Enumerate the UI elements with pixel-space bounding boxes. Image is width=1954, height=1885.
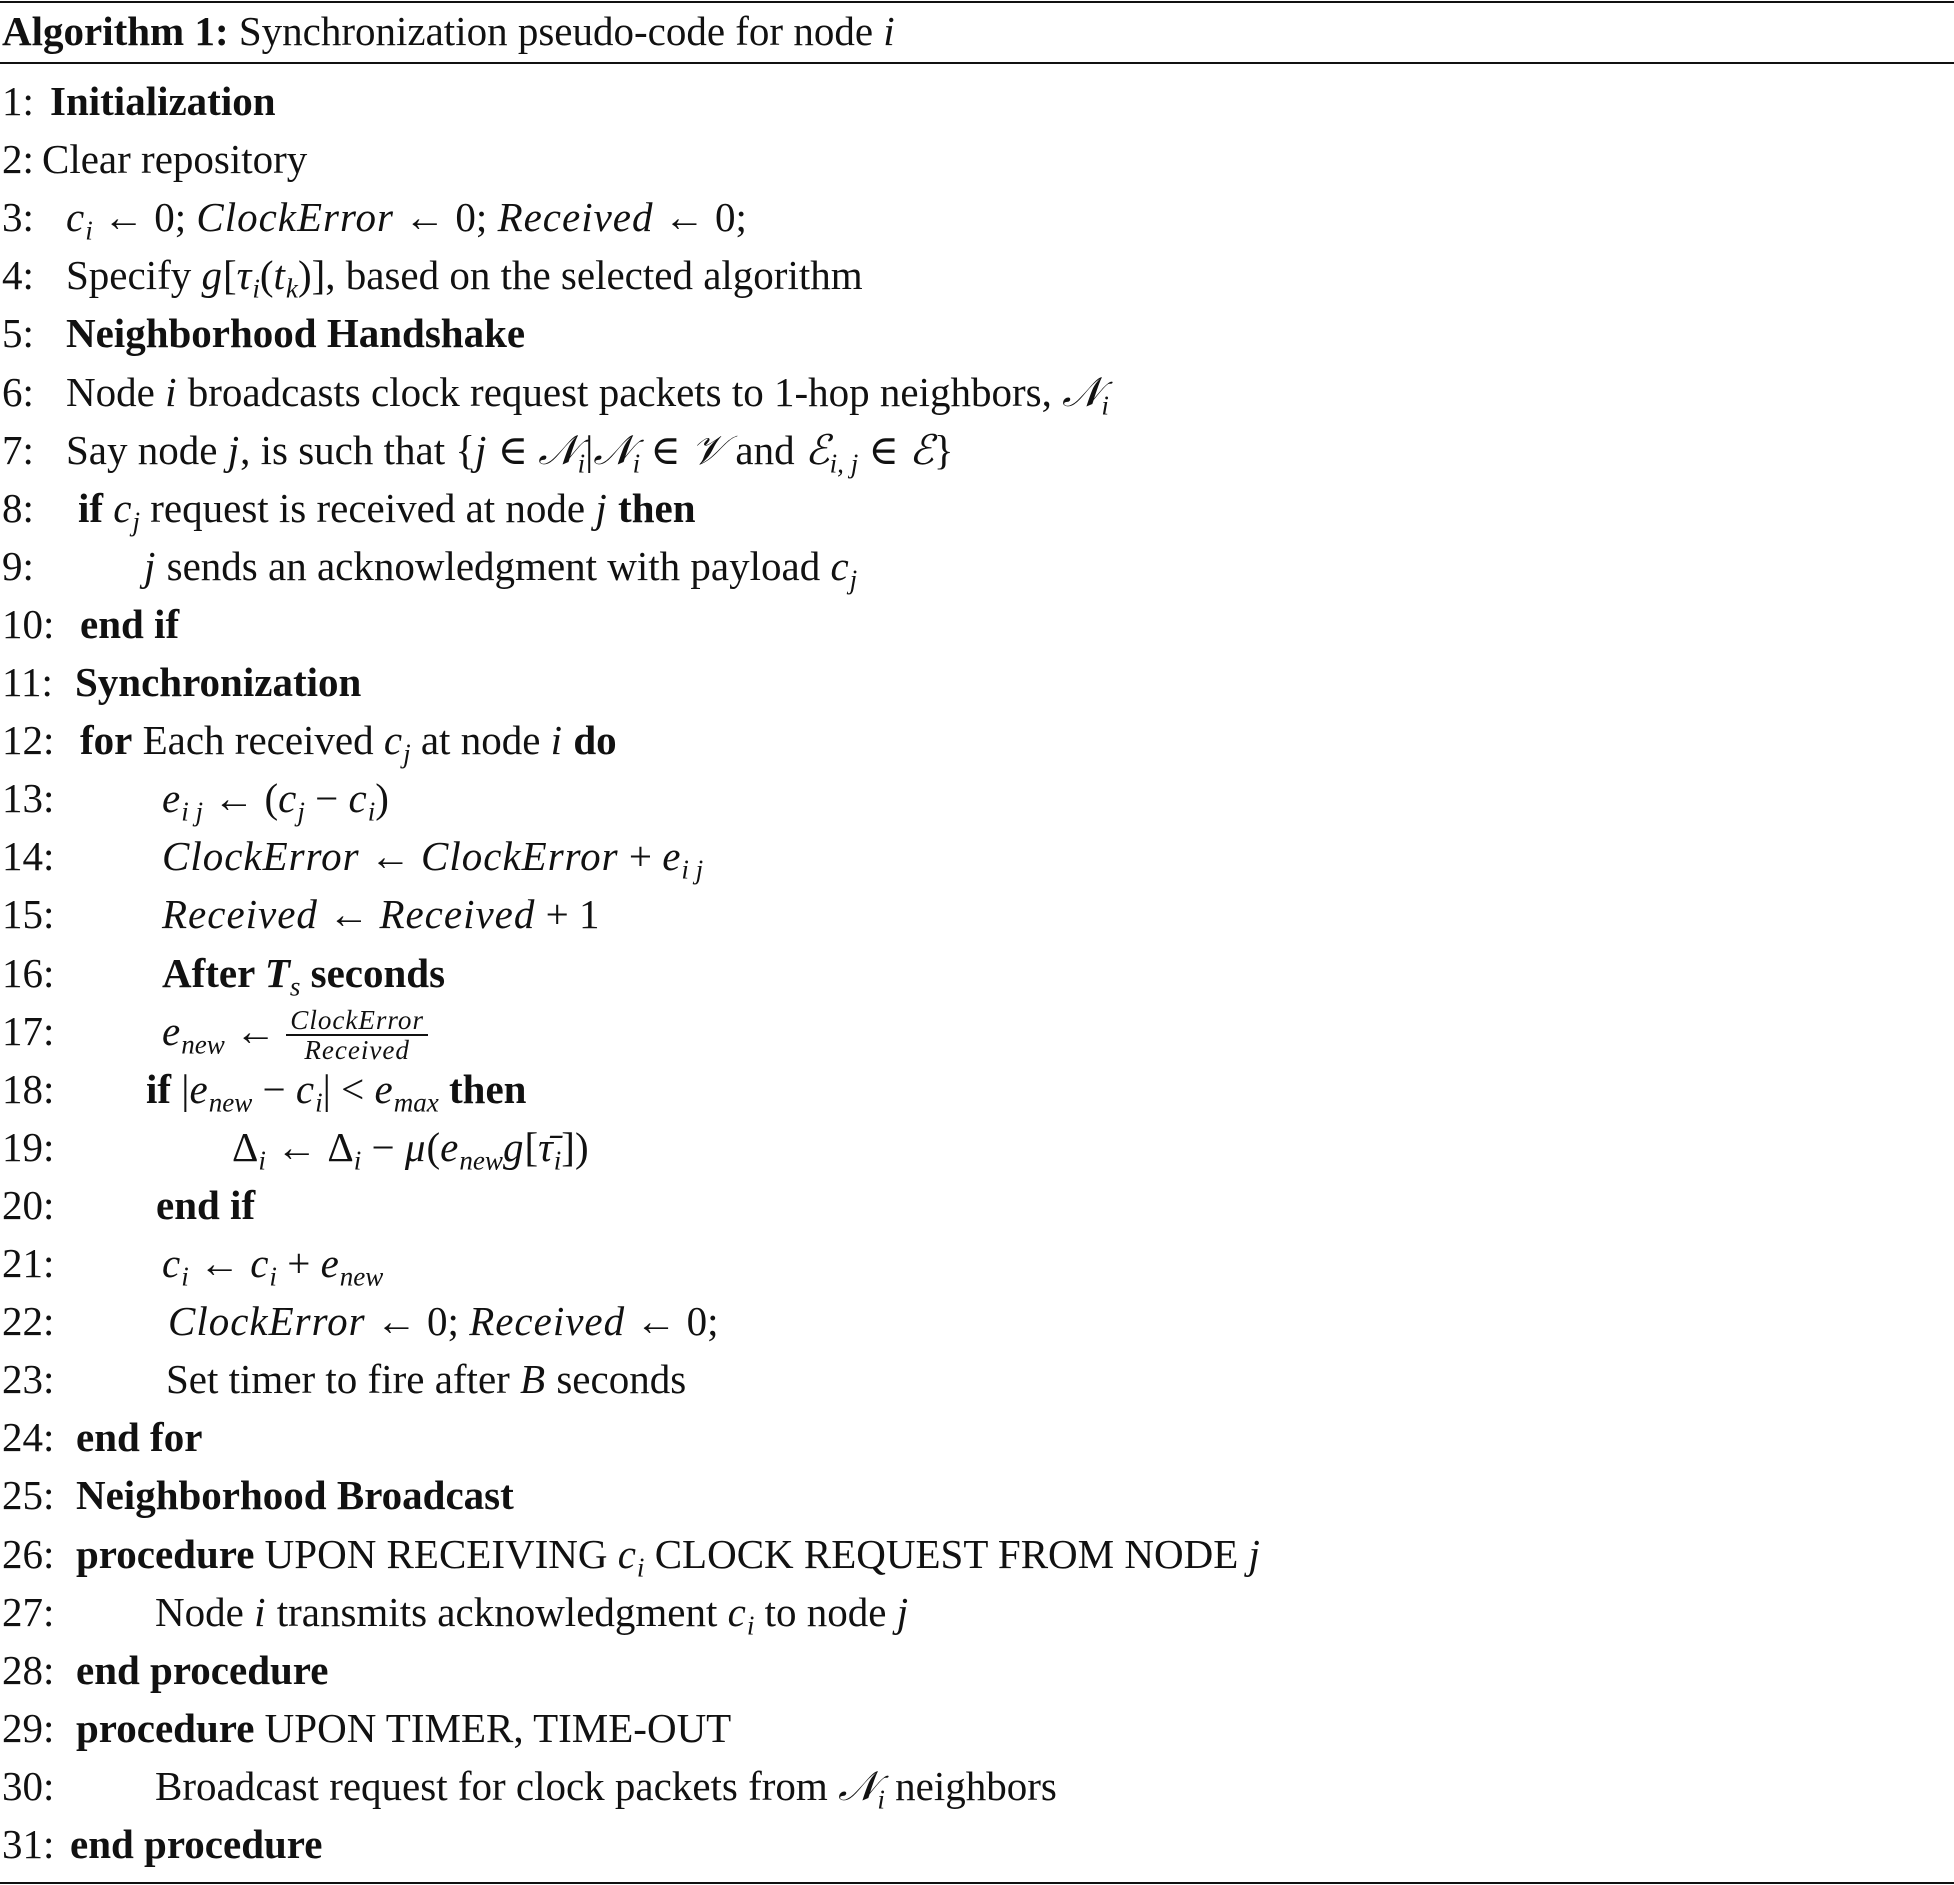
subscript: k: [285, 273, 298, 304]
text-run: Node: [155, 1588, 255, 1635]
text-run: }: [933, 426, 954, 473]
algorithm-line: [0, 653, 1954, 711]
algorithm-line: [0, 769, 1954, 827]
set-symbol: 𝒩: [538, 425, 578, 474]
subscript: new: [459, 1145, 503, 1176]
text-run: ← Δ: [265, 1123, 354, 1170]
text-run: Node: [66, 368, 166, 415]
text-run: [: [223, 252, 237, 299]
math-variable: c: [295, 1065, 316, 1112]
text-run: + 1: [535, 891, 600, 938]
keyword: procedure: [76, 1530, 255, 1577]
algorithm-line: [0, 1292, 1954, 1350]
algorithm-line: [0, 1060, 1954, 1118]
math-variable: c: [348, 775, 368, 822]
line-number: 10:: [2, 600, 55, 647]
line-number: 31:: [2, 1821, 55, 1867]
algorithm-line: [0, 885, 1954, 943]
math-variable: c: [727, 1588, 747, 1635]
line-content: [155, 1583, 909, 1641]
line-content: [162, 1234, 383, 1292]
math-variable: j: [595, 484, 608, 531]
subscript: i: [85, 215, 93, 246]
algorithm-line: [0, 421, 1954, 479]
math-variable: g: [502, 1123, 525, 1170]
text-run: Specify: [66, 252, 202, 299]
math-variable: i: [550, 717, 564, 764]
line-number: 12:: [2, 717, 55, 764]
subscript: i, j: [829, 448, 859, 479]
text-run: CLOCK REQUEST FROM NODE: [644, 1530, 1249, 1577]
line-content: [155, 1757, 1057, 1815]
line-content: [80, 711, 617, 769]
text-run: (: [259, 252, 274, 299]
line-number: 18:: [2, 1065, 55, 1112]
line-number: 1:: [2, 78, 34, 124]
text-run: sends an acknowledgment with payload: [156, 542, 831, 589]
algorithm-line: [0, 1815, 1954, 1873]
algorithm-line: [0, 1350, 1954, 1408]
line-number: 2:: [2, 136, 34, 183]
algorithm-line: [0, 1641, 1954, 1699]
text-run: UPON RECEIVING: [254, 1530, 618, 1577]
subscript: new: [339, 1261, 384, 1292]
text-run: [: [524, 1123, 539, 1170]
subscript: i: [577, 448, 586, 479]
subscript: i: [353, 1145, 362, 1176]
subscript: i: [1101, 390, 1109, 421]
text-run: Say node: [66, 426, 228, 473]
algorithm-line: [0, 246, 1954, 304]
math-variable: j: [227, 426, 241, 473]
line-content: [66, 304, 525, 362]
text-run: broadcasts clock request packets to 1-hop neighbors,: [177, 368, 1063, 415]
math-variable: τ: [236, 252, 253, 299]
math-variable: τ̄: [538, 1123, 554, 1170]
subscript: i: [367, 796, 376, 827]
keyword: if: [146, 1065, 182, 1112]
math-variable: t: [273, 252, 286, 299]
line-number: 29:: [2, 1704, 55, 1751]
line-content: [80, 595, 179, 653]
algorithm-line: [0, 595, 1954, 653]
subscript: new: [208, 1087, 253, 1118]
math-variable: j: [144, 542, 157, 589]
math-variable: Received: [162, 891, 318, 938]
text-run: +: [618, 833, 663, 880]
algorithm-line: [0, 1525, 1954, 1583]
text-run: ←: [359, 833, 422, 880]
text-run: (: [426, 1123, 441, 1170]
set-symbol: 𝒱: [690, 425, 726, 474]
math-variable: e: [320, 1240, 340, 1286]
text-run: ←: [317, 891, 380, 938]
keyword: Neighborhood Broadcast: [76, 1472, 514, 1519]
text-run: UPON TIMER, TIME-OUT: [254, 1704, 732, 1751]
text-run: −: [304, 775, 349, 822]
text-run: ← 0;: [625, 1298, 719, 1345]
line-number: 6:: [2, 368, 34, 415]
math-variable: ClockError: [162, 833, 360, 880]
fraction-numerator: ClockError: [286, 1006, 428, 1036]
algorithm-line: [0, 130, 1954, 188]
keyword: end procedure: [70, 1821, 323, 1867]
line-content: [50, 72, 276, 130]
algorithm-line: [0, 188, 1954, 246]
subscript: j: [849, 564, 858, 595]
text-run: seconds: [546, 1356, 687, 1403]
line-content: [66, 246, 863, 304]
text-run: at node: [410, 717, 551, 764]
line-content: [162, 944, 445, 1002]
keyword: end procedure: [76, 1646, 329, 1693]
subscript: i: [553, 1145, 562, 1176]
line-number: 4:: [2, 252, 34, 299]
line-content: [66, 188, 747, 246]
math-variable: c: [830, 542, 850, 589]
keyword-variable: T: [264, 949, 290, 996]
text-run: neighbors: [884, 1762, 1057, 1809]
keyword: Synchronization: [75, 659, 362, 705]
line-content: [232, 1118, 589, 1176]
line-content: [42, 130, 307, 188]
math-variable: i: [254, 1588, 267, 1635]
text-run: |: [181, 1065, 190, 1112]
text-run: −: [361, 1123, 405, 1170]
line-number: 22:: [2, 1298, 55, 1345]
algorithm-line: [0, 72, 1954, 130]
line-number: 7:: [2, 426, 34, 473]
line-number: 8:: [2, 484, 34, 531]
line-content: [76, 1525, 1261, 1583]
math-variable: c: [617, 1530, 637, 1577]
text-run: ∈: [640, 426, 691, 473]
subscript: new: [181, 1029, 225, 1060]
keyword: do: [563, 717, 617, 764]
text-run: ← (: [203, 775, 279, 822]
set-symbol: 𝒩: [593, 425, 633, 474]
keyword: Neighborhood Handshake: [66, 310, 526, 357]
fraction-denominator: Received: [304, 1035, 410, 1066]
math-variable: c: [162, 1240, 182, 1286]
math-variable: g: [201, 252, 223, 299]
keyword: if: [78, 484, 114, 531]
subscript: j: [132, 506, 141, 537]
caption-label: Algorithm 1:: [2, 8, 229, 54]
text-run: ∈: [858, 426, 910, 473]
math-variable: e: [440, 1123, 460, 1170]
text-run: ← 0;: [393, 194, 498, 241]
text-run: request is received at node: [140, 484, 596, 531]
algorithm-line: [0, 1118, 1954, 1176]
subscript: i: [181, 1261, 189, 1292]
line-number: 21:: [2, 1240, 55, 1286]
line-content: [70, 1815, 322, 1873]
text-run: ): [375, 775, 389, 822]
subscript: i: [252, 273, 260, 304]
algorithm-line: [0, 711, 1954, 769]
text-run: Set timer to fire after: [166, 1356, 521, 1403]
text-run: |: [585, 426, 594, 473]
keyword: end for: [76, 1414, 203, 1461]
text-run: transmits acknowledgment: [266, 1588, 728, 1635]
text-run: Δ: [232, 1123, 259, 1170]
math-variable: c: [250, 1240, 270, 1286]
keyword: After: [162, 949, 265, 996]
text-run: ← 0;: [365, 1298, 470, 1345]
subscript: i: [877, 1784, 885, 1815]
line-content: [166, 1350, 686, 1408]
subscript: i: [315, 1087, 323, 1118]
caption-rule: [0, 62, 1954, 64]
text-run: −: [252, 1065, 296, 1112]
line-content: [144, 537, 857, 595]
text-run: Clear repository: [42, 136, 308, 183]
algorithm-line: [0, 479, 1954, 537]
algorithm-line: [0, 827, 1954, 885]
algorithm-line: [0, 944, 1954, 1002]
subscript: s: [289, 971, 301, 1002]
algorithm-line: [0, 304, 1954, 362]
set-symbol: 𝒩: [1062, 367, 1102, 416]
math-variable: e: [189, 1065, 209, 1112]
keyword: end if: [156, 1181, 256, 1228]
math-variable: e: [162, 1007, 182, 1054]
line-number: 11:: [2, 659, 53, 705]
line-number: 30:: [2, 1762, 55, 1809]
math-variable: e: [662, 833, 682, 880]
math-variable: Received: [469, 1298, 626, 1345]
algorithm-line: [0, 363, 1954, 421]
subscript: i: [258, 1145, 266, 1176]
math-variable: j: [1248, 1530, 1261, 1577]
algorithm-line: [0, 1583, 1954, 1641]
line-content: [66, 421, 954, 479]
line-content: [75, 653, 361, 711]
subscript: i j: [181, 796, 203, 827]
algorithm-line: [0, 1757, 1954, 1815]
line-number: 17:: [2, 1007, 55, 1054]
subscript: i j: [681, 854, 704, 885]
math-variable: Received: [379, 891, 536, 938]
set-symbol: 𝒩: [838, 1761, 878, 1810]
line-number: 27:: [2, 1588, 55, 1635]
algorithm-line: [0, 1234, 1954, 1292]
line-number: 5:: [2, 310, 34, 357]
line-number: 16:: [2, 949, 55, 996]
math-variable: c: [278, 775, 298, 822]
line-content: [156, 1176, 255, 1234]
line-number: 25:: [2, 1472, 55, 1519]
keyword: procedure: [76, 1704, 255, 1751]
bottom-rule: [0, 1882, 1954, 1884]
text-run: ← 0;: [92, 194, 197, 241]
line-number: 20:: [2, 1181, 55, 1228]
math-variable: B: [520, 1356, 547, 1403]
text-run: ← 0;: [653, 194, 747, 241]
math-variable: c: [383, 717, 404, 764]
text-run: )], based on the selected algorithm: [297, 252, 863, 299]
line-content: [76, 1699, 731, 1757]
text-run: Each received: [132, 717, 384, 764]
keyword: then: [607, 484, 696, 531]
math-variable: i: [165, 368, 178, 415]
text-run: to node: [754, 1588, 897, 1635]
math-variable: e: [162, 775, 182, 822]
subscript: max: [393, 1087, 439, 1118]
set-symbol: ℰ: [804, 425, 830, 474]
keyword: then: [438, 1065, 527, 1112]
line-content: [162, 1002, 428, 1065]
line-content: [76, 1641, 328, 1699]
text-run: ←: [188, 1240, 251, 1286]
text-run: ∈: [487, 426, 539, 473]
text-run: , is such that {: [240, 426, 476, 473]
keyword: for: [80, 717, 133, 764]
line-content: [146, 1060, 526, 1118]
text-run: ←: [224, 1007, 287, 1054]
caption-text: Synchronization pseudo-code for node: [238, 8, 884, 54]
math-variable: ClockError: [421, 833, 619, 880]
text-run: Broadcast request for clock packets from: [155, 1762, 839, 1809]
math-variable: ClockError: [196, 194, 394, 241]
text-run: | <: [322, 1065, 375, 1112]
line-number: 13:: [2, 775, 55, 822]
line-content: [162, 827, 703, 885]
line-content: [66, 363, 1109, 421]
keyword: end if: [80, 600, 180, 647]
algorithm-line: [0, 1466, 1954, 1524]
line-number: 26:: [2, 1530, 55, 1577]
caption-var: i: [883, 8, 895, 54]
line-number: 14:: [2, 833, 55, 880]
line-number: 24:: [2, 1414, 55, 1461]
text-run: and: [725, 426, 805, 473]
math-variable: Received: [497, 194, 654, 241]
math-variable: c: [113, 484, 133, 531]
line-content: [78, 479, 696, 537]
subscript: i: [269, 1261, 277, 1292]
algorithm-line: [0, 1176, 1954, 1234]
keyword: Initialization: [50, 78, 276, 124]
math-variable: ClockError: [168, 1298, 366, 1345]
line-number: 15:: [2, 891, 55, 938]
line-number: 9:: [2, 542, 34, 589]
math-variable: j: [475, 426, 488, 473]
algorithm-line: [0, 537, 1954, 595]
line-content: [162, 769, 389, 827]
math-variable: e: [374, 1065, 394, 1112]
line-number: 28:: [2, 1646, 55, 1693]
subscript: j: [403, 738, 411, 769]
subscript: i: [746, 1610, 755, 1641]
math-variable: j: [896, 1588, 910, 1635]
line-number: 19:: [2, 1123, 55, 1170]
fraction: [286, 1006, 428, 1065]
math-variable: c: [66, 194, 86, 241]
algorithm-caption: [2, 2, 895, 60]
subscript: j: [297, 796, 305, 827]
keyword: seconds: [300, 949, 446, 996]
subscript: i: [636, 1552, 645, 1583]
set-symbol: ℰ: [909, 425, 934, 474]
line-number: 23:: [2, 1356, 55, 1403]
line-content: [162, 885, 600, 943]
line-content: [168, 1292, 719, 1350]
line-number: 3:: [2, 194, 34, 241]
algorithm-line: [0, 1002, 1954, 1066]
line-content: [76, 1466, 514, 1524]
algorithm-line: [0, 1408, 1954, 1466]
text-run: ]): [561, 1123, 589, 1170]
line-content: [76, 1408, 202, 1466]
subscript: i: [632, 448, 641, 479]
text-run: +: [276, 1240, 321, 1286]
algorithm-line: [0, 1699, 1954, 1757]
math-variable: μ: [404, 1123, 427, 1170]
